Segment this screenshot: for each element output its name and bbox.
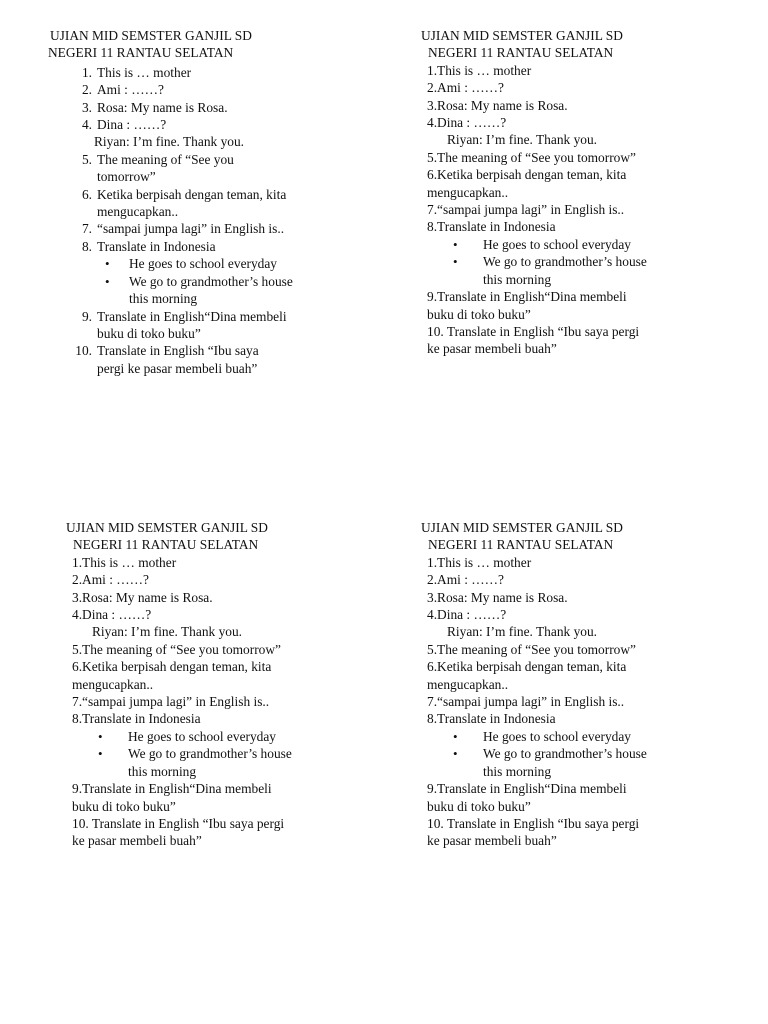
question-6-cont: mengucapkan.. <box>72 676 154 692</box>
question-9-cont: buku di toko buku” <box>427 798 531 814</box>
exam-title-line2: NEGERI 11 RANTAU SELATAN <box>73 537 259 553</box>
question-2: 2.Ami : ……? <box>427 80 504 96</box>
question-8-bullet-1: • He goes to school everyday <box>421 236 751 253</box>
question-7: 7.“sampai jumpa lagi” in English is.. <box>427 694 625 710</box>
exam-title-line2: NEGERI 11 RANTAU SELATAN <box>48 45 234 61</box>
question-8-bullet-2: • We go to grandmother’s house <box>48 273 378 290</box>
question-8-bullet-2-cont: this morning <box>483 271 552 287</box>
question-7: 7. “sampai jumpa lagi” in English is.. <box>81 221 285 237</box>
question-3: 3.Rosa: My name is Rosa. <box>72 589 213 605</box>
question-4: 4.Dina : ……? <box>427 115 507 131</box>
question-10: 10. Translate in English “Ibu saya <box>75 343 259 359</box>
question-1: 1. This is … mother <box>81 64 192 80</box>
question-8-bullet-2: • We go to grandmother’s house <box>66 745 396 762</box>
question-9-cont: buku di toko buku” <box>72 798 176 814</box>
question-9-cont: buku di toko buku” <box>427 306 531 322</box>
question-4-reply: Riyan: I’m fine. Thank you. <box>92 624 242 640</box>
exam-title-line1: UJIAN MID SEMSTER GANJIL SD <box>421 28 623 43</box>
exam-sheet-bottom-right <box>421 519 751 850</box>
question-6-cont: mengucapkan.. <box>427 676 509 692</box>
question-8-bullet-2: • We go to grandmother’s house <box>421 745 751 762</box>
question-6-cont: mengucapkan.. <box>427 184 509 200</box>
question-10-cont: ke pasar membeli buah” <box>72 833 202 849</box>
question-4: 4.Dina : ……? <box>427 607 507 623</box>
question-8: 8.Translate in Indonesia <box>427 711 556 727</box>
question-8-bullet-1: • He goes to school everyday <box>48 255 378 272</box>
question-6: 6. Ketika berpisah dengan teman, kita <box>81 186 287 202</box>
question-5-cont: tomorrow” <box>97 169 156 185</box>
exam-sheet-bottom-left <box>66 519 396 850</box>
question-7: 7.“sampai jumpa lagi” in English is.. <box>427 202 625 218</box>
question-10: 10. Translate in English “Ibu saya pergi <box>72 815 285 831</box>
question-10-cont: ke pasar membeli buah” <box>427 341 557 357</box>
question-4: 4. Dina : ……? <box>81 117 167 133</box>
exam-title-line2: NEGERI 11 RANTAU SELATAN <box>428 45 614 61</box>
question-5: 5.The meaning of “See you tomorrow” <box>427 149 636 165</box>
question-8-bullet-1: • He goes to school everyday <box>421 728 751 745</box>
question-1: 1.This is … mother <box>427 554 532 570</box>
question-10-cont: pergi ke pasar membeli buah” <box>97 360 258 376</box>
question-8-bullet-2-cont: this morning <box>483 763 552 779</box>
question-9: 9. Translate in English“Dina membeli <box>81 308 287 324</box>
question-1: 1.This is … mother <box>72 554 177 570</box>
question-4-reply: Riyan: I’m fine. Thank you. <box>94 134 244 150</box>
question-10-cont: ke pasar membeli buah” <box>427 833 557 849</box>
question-8-bullet-2-cont: this morning <box>129 291 198 307</box>
question-8: 8.Translate in Indonesia <box>427 219 556 235</box>
question-5: 5. The meaning of “See you <box>81 151 234 167</box>
exam-title-line1: UJIAN MID SEMSTER GANJIL SD <box>421 520 623 535</box>
question-9: 9.Translate in English“Dina membeli <box>72 781 272 797</box>
question-1: 1.This is … mother <box>427 62 532 78</box>
question-10: 10. Translate in English “Ibu saya pergi <box>427 815 640 831</box>
question-3: 3.Rosa: My name is Rosa. <box>427 97 568 113</box>
exam-sheet-top-left <box>48 27 378 377</box>
question-2: 2.Ami : ……? <box>427 572 504 588</box>
question-7: 7.“sampai jumpa lagi” in English is.. <box>72 694 270 710</box>
question-10: 10. Translate in English “Ibu saya pergi <box>427 323 640 339</box>
question-8: 8. Translate in Indonesia <box>81 238 216 254</box>
question-6: 6.Ketika berpisah dengan teman, kita <box>72 659 272 675</box>
question-3: 3.Rosa: My name is Rosa. <box>427 589 568 605</box>
question-8-bullet-1: • He goes to school everyday <box>66 728 396 745</box>
exam-title-line1: UJIAN MID SEMSTER GANJIL SD <box>66 520 268 535</box>
question-5: 5.The meaning of “See you tomorrow” <box>72 641 281 657</box>
question-8: 8.Translate in Indonesia <box>72 711 201 727</box>
question-6: 6.Ketika berpisah dengan teman, kita <box>427 167 627 183</box>
question-4: 4.Dina : ……? <box>72 607 152 623</box>
question-8-bullet-2: • We go to grandmother’s house <box>421 253 751 270</box>
exam-sheet-top-right <box>421 27 751 358</box>
question-4-reply: Riyan: I’m fine. Thank you. <box>447 132 597 148</box>
question-9: 9.Translate in English“Dina membeli <box>427 289 627 305</box>
question-2: 2.Ami : ……? <box>72 572 149 588</box>
exam-title-line2: NEGERI 11 RANTAU SELATAN <box>428 537 614 553</box>
question-6: 6.Ketika berpisah dengan teman, kita <box>427 659 627 675</box>
question-6-cont: mengucapkan.. <box>97 204 179 220</box>
question-3: 3. Rosa: My name is Rosa. <box>81 99 228 115</box>
question-9-cont: buku di toko buku” <box>97 325 201 341</box>
question-4-reply: Riyan: I’m fine. Thank you. <box>447 624 597 640</box>
question-9: 9.Translate in English“Dina membeli <box>427 781 627 797</box>
exam-title-line1: UJIAN MID SEMSTER GANJIL SD <box>50 28 252 43</box>
question-8-bullet-2-cont: this morning <box>128 763 197 779</box>
question-5: 5.The meaning of “See you tomorrow” <box>427 641 636 657</box>
question-2: 2. Ami : ……? <box>81 82 164 98</box>
